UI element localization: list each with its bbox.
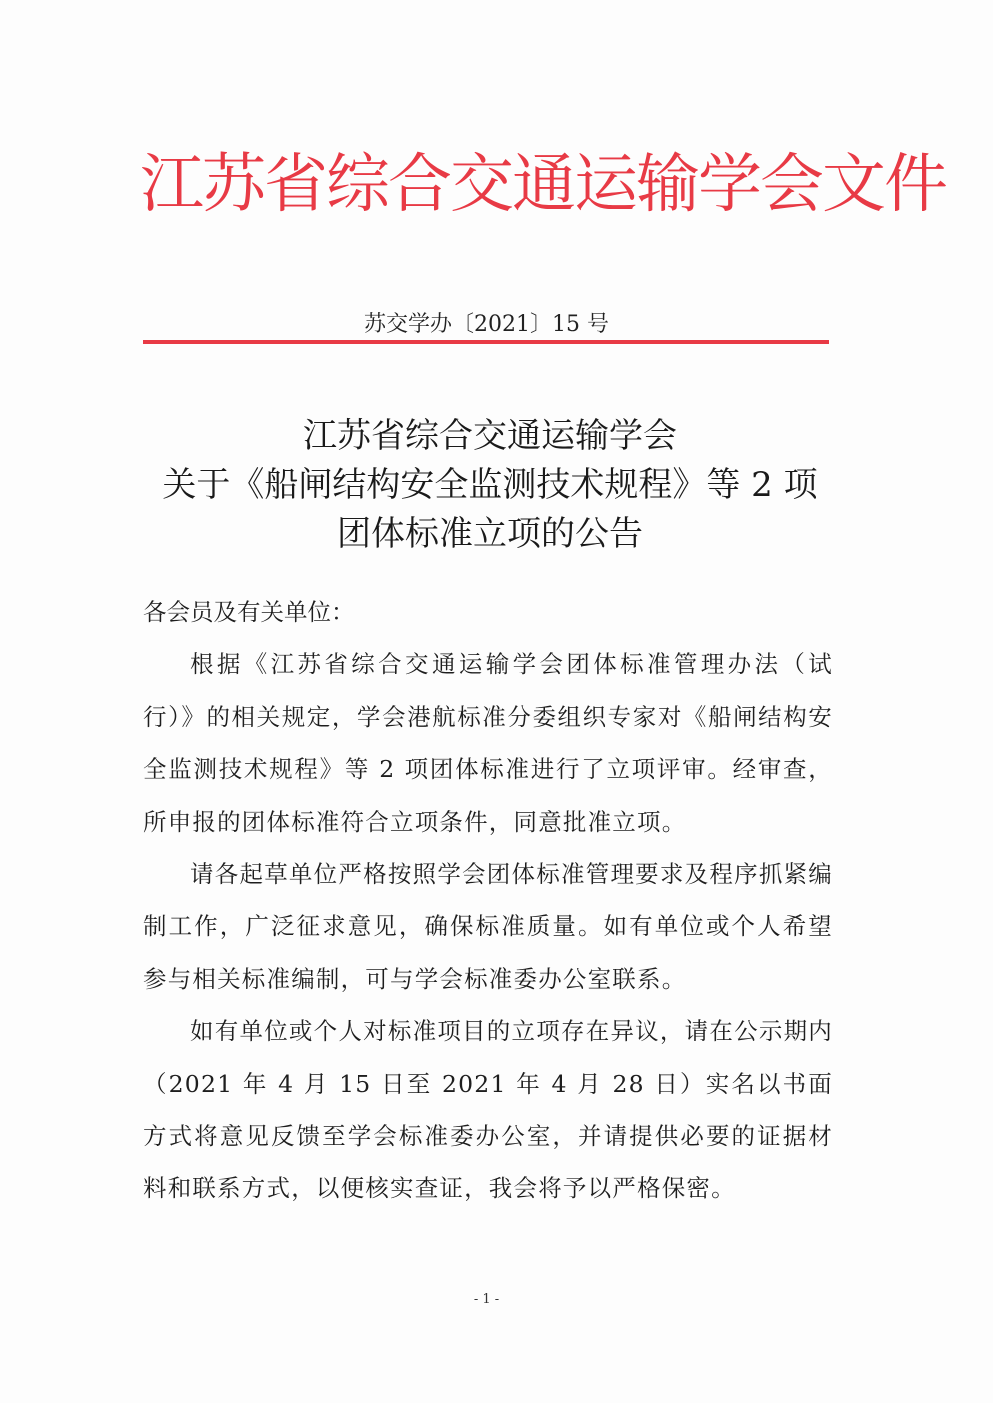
page-number: - 1 - [473,1292,500,1307]
body-paragraph: 请各起草单位严格按照学会团体标准管理要求及程序抓紧编制工作，广泛征求意见，确保标准质量。如有单位或个人希望参与相关标准编制，可与学会标准委办公室联系。 [143,860,833,993]
notice-title-line: 江苏省综合交通运输学会 [303,416,677,456]
body-paragraph: 根据《江苏省综合交通运输学会团体标准管理办法（试行）》的相关规定，学会港航标准分委组织专家对《船闸结构安全监测技术规程》等 2 项团体标准进行了立项评审。经审查，所申报的团体标准符合立项条件，同意批准立项。 [143,650,833,836]
notice-title-line: 关于《船闸结构安全监测技术规程》等 2 项 [162,465,818,505]
salutation: 各会员及有关单位： [143,598,355,626]
body-paragraph: 如有单位或个人对标准项目的立项存在异议，请在公示期内（2021 年 4 月 15 日至 2021 年 4 月 28 日）实名以书面方式将意见反馈至学会标准委办公室，并请提供必要的证据材料和联系方式，以便核实查证，我会将予以严格保密。 [143,1017,833,1203]
issuing-organization-title: 江苏省综合交通运输学会文件 [140,148,946,222]
document-number: 苏交学办〔2021〕15 号 [364,312,609,337]
notice-title [135,412,845,559]
notice-title-line: 团体标准立项的公告 [337,514,643,554]
red-divider-line [143,340,829,344]
notice-body [143,586,833,1215]
